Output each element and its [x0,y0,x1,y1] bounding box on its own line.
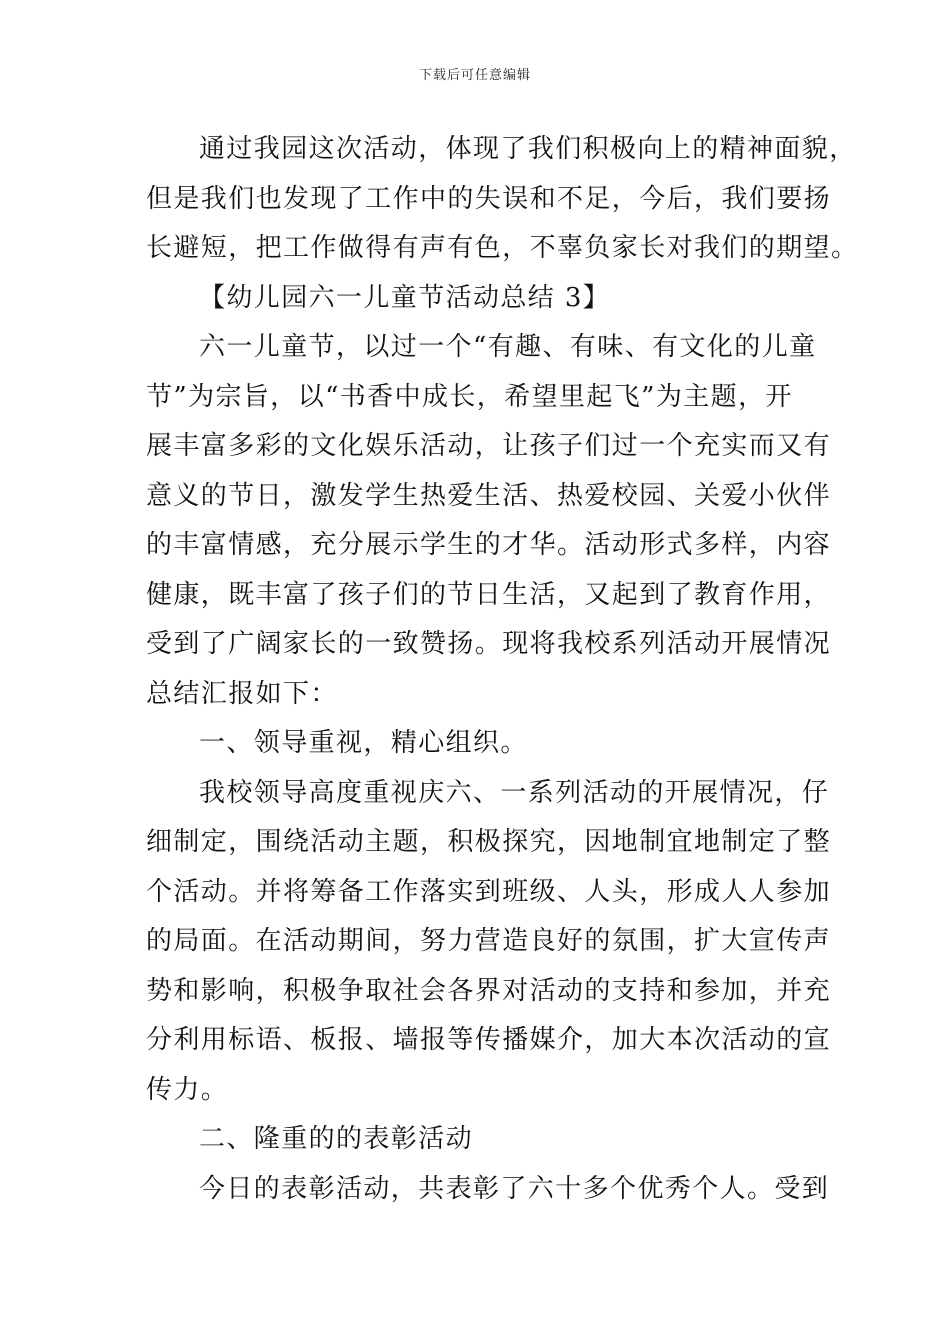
paragraph-line: 六一儿童节，以过一个“有趣、有味、有文化的儿童 [199,332,817,362]
paragraph-line: 意义的节日，激发学生热爱生活、热爱校园、关爱小伙伴 [146,480,832,511]
paragraph-line: 健康，既丰富了孩子们的节日生活，又起到了教育作用， [146,579,832,610]
paragraph-line: 传力。 [146,1074,229,1105]
paragraph-line: 总结汇报如下： [146,678,338,709]
paragraph-line: 细制定，围绕活动主题，积极探究，因地制宜地制定了整 [146,827,832,857]
document-body [146,125,859,1214]
paragraph-line: 长避短，把工作做得有声有色，不辜负家长对我们的期望。 [146,233,859,263]
section-heading: 二、隆重的的表彰活动 [199,1124,474,1154]
paragraph-line: 受到了广阔家长的一致赞扬。现将我校系列活动开展情况 [146,629,832,659]
paragraph-line: 展丰富多彩的文化娱乐活动，让孩子们过一个充实而又有 [146,431,832,461]
paragraph-line: 分利用标语、板报、墙报等传播媒介，加大本次活动的宣 [146,1025,832,1055]
paragraph-line: 通过我园这次活动，体现了我们积极向上的精神面貌， [199,134,857,164]
paragraph-line: 的局面。在活动期间，努力营造良好的氛围，扩大宣传声 [146,926,832,956]
section-title: 【幼儿园六一儿童节活动总结 3】 [199,282,611,313]
page-header-text: 下载后可任意编辑 [418,68,531,83]
paragraph-line: 但是我们也发现了工作中的失误和不足，今后，我们要扬 [146,183,832,214]
paragraph-line: 节”为宗旨，以“书香中成长，希望里起飞”为主题，开 [146,381,793,412]
paragraph-line: 我校领导高度重视庆六、一系列活动的开展情况，仔 [199,777,830,808]
section-heading: 一、领导重视，精心组织。 [199,728,528,758]
page-header [0,64,950,83]
paragraph-line: 个活动。并将筹备工作落实到班级、人头，形成人人参加 [146,876,832,907]
paragraph-line: 的丰富情感，充分展示学生的才华。活动形式多样，内容 [146,530,832,560]
paragraph-line: 今日的表彰活动，共表彰了六十多个优秀个人。受到 [199,1173,830,1204]
paragraph-line: 势和影响，积极争取社会各界对活动的支持和参加，并充 [146,975,832,1006]
